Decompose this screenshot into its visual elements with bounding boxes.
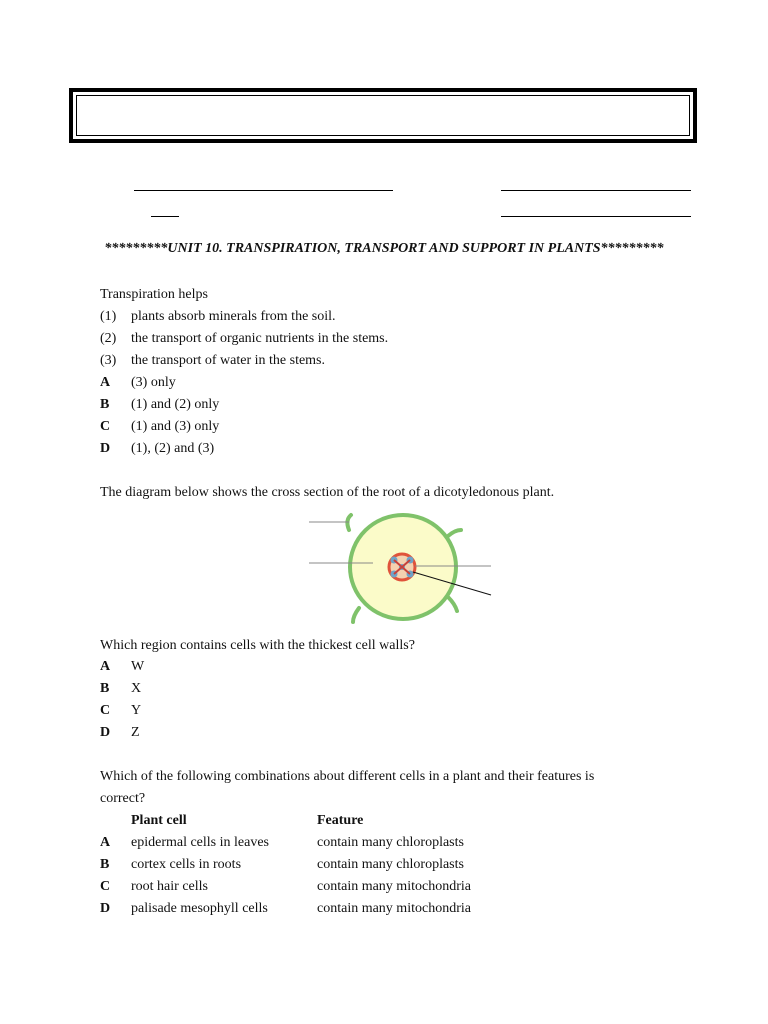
option-cell: root hair cells	[131, 879, 208, 894]
option-text: W	[131, 659, 145, 674]
root-hair	[448, 530, 461, 536]
option-letter: C	[100, 879, 111, 894]
q1-statement-number: (3)	[100, 353, 117, 368]
option-letter: A	[100, 659, 111, 674]
class-blank-line	[501, 190, 691, 191]
option-letter: D	[100, 901, 111, 916]
option-letter: D	[100, 725, 111, 740]
q2-stem: Which region contains cells with the thickest cell walls?	[100, 638, 415, 653]
option-text: (1) and (3) only	[131, 419, 220, 434]
q1-statement-number: (1)	[100, 309, 117, 324]
option-letter: D	[100, 441, 111, 456]
q2-intro: The diagram below shows the cross section of the root of a dicotyledonous plant.	[100, 485, 555, 500]
date-blank-line	[501, 216, 691, 217]
q3-stem-line2: correct?	[100, 791, 146, 806]
q3-stem-line1: Which of the following combinations about different cells in a plant and their features is	[100, 769, 595, 784]
name-blank-line	[134, 190, 393, 191]
option-text: (1) and (2) only	[131, 397, 220, 412]
root-hair	[353, 608, 359, 622]
col-header-feature: Feature	[317, 813, 364, 828]
option-letter: A	[100, 835, 111, 850]
option-feature: contain many chloroplasts	[317, 835, 464, 850]
option-cell: epidermal cells in leaves	[131, 835, 269, 850]
col-header-plant-cell: Plant cell	[131, 813, 187, 828]
title-box	[69, 88, 697, 143]
option-letter: B	[100, 681, 110, 696]
option-text: Z	[131, 725, 140, 740]
root-hair	[448, 597, 457, 611]
option-cell: palisade mesophyll cells	[131, 901, 268, 916]
option-feature: contain many mitochondria	[317, 879, 471, 894]
title-box-inner-border	[76, 95, 690, 136]
option-feature: contain many chloroplasts	[317, 857, 464, 872]
option-letter: A	[100, 375, 111, 390]
option-text: X	[131, 681, 142, 696]
q1-stem: Transpiration helps	[100, 287, 208, 302]
q1-statement-text: the transport of water in the stems.	[131, 353, 326, 368]
option-text: (3) only	[131, 375, 176, 390]
option-letter: B	[100, 857, 110, 872]
option-letter: C	[100, 419, 111, 434]
option-text: (1), (2) and (3)	[131, 441, 215, 456]
q1-statement-number: (2)	[100, 331, 117, 346]
number-blank-line	[151, 216, 179, 217]
q1-statement-text: the transport of organic nutrients in the stems.	[131, 331, 389, 346]
option-letter: B	[100, 397, 110, 412]
root-cross-section-diagram	[305, 512, 495, 624]
option-letter: C	[100, 703, 111, 718]
unit-heading: *********UNIT 10. TRANSPIRATION, TRANSPORT AND SUPPORT IN PLANTS*********	[104, 241, 664, 256]
q1-statement-text: plants absorb minerals from the soil.	[131, 309, 336, 324]
option-cell: cortex cells in roots	[131, 857, 242, 872]
option-feature: contain many mitochondria	[317, 901, 471, 916]
option-text: Y	[131, 703, 142, 718]
